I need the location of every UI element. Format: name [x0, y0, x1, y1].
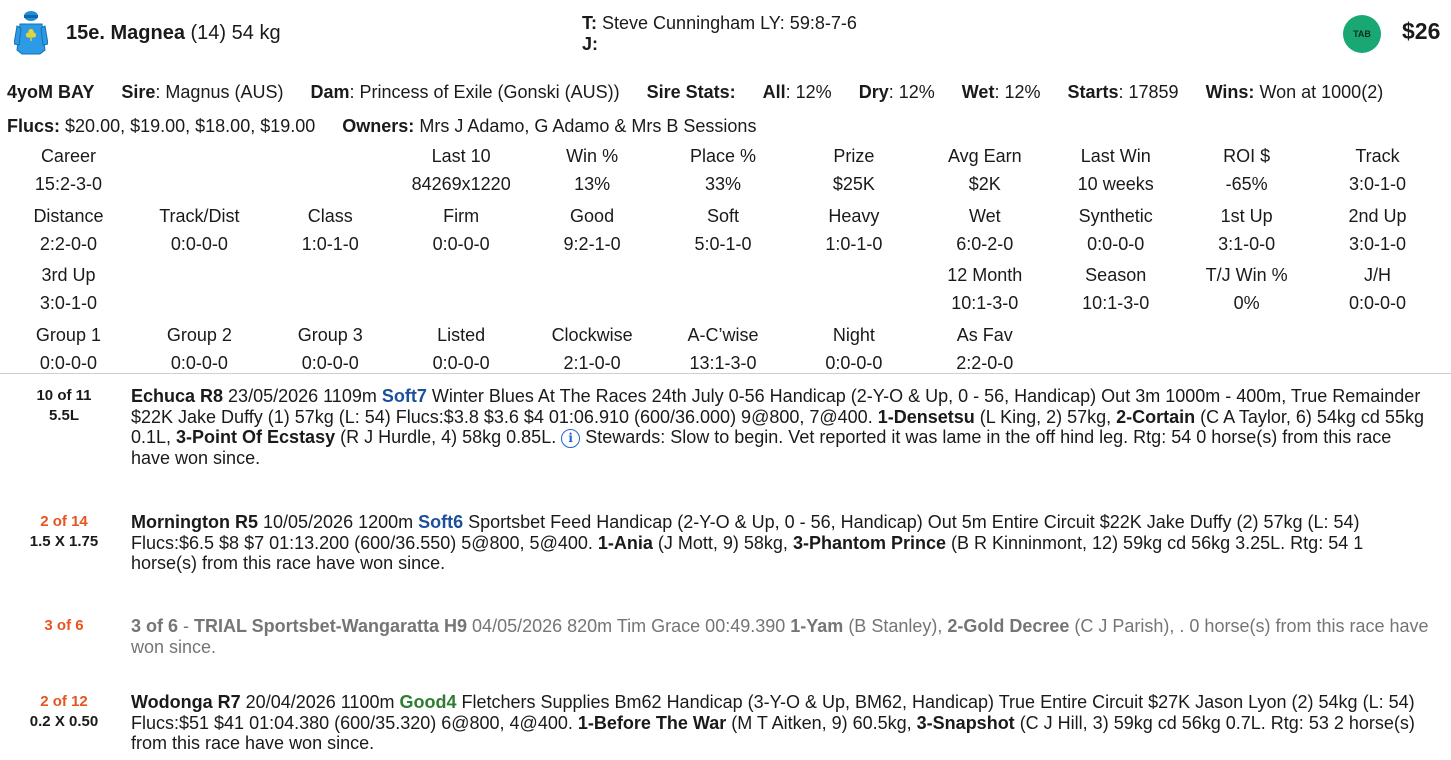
track-condition: Soft7 [381, 386, 427, 406]
trial-name[interactable]: TRIAL Sportsbet-Wangaratta H9 [194, 616, 468, 636]
dam-label: Dam [310, 82, 350, 102]
stat-cell [1050, 321, 1181, 381]
stat-value: 15:2-3-0 [34, 174, 102, 194]
stat-label: Synthetic [1078, 205, 1153, 226]
stat-label: Distance [33, 205, 104, 226]
track-condition: Soft6 [418, 512, 464, 532]
stat-cell [134, 202, 265, 262]
race-track[interactable]: Echuca R8 [131, 386, 224, 406]
stat-value: 0:0-0-0 [39, 352, 97, 373]
stat-label: Season [1085, 265, 1147, 285]
stat-value: 0:0-0-0 [1348, 293, 1407, 313]
stat-value: $25K [832, 174, 875, 194]
runner-header [0, 0, 1451, 64]
stat-label: As Fav [956, 324, 1013, 345]
run-text: (R J Hurdle, 4) 58kg 0.85L. [335, 427, 562, 447]
stat-cell [134, 142, 265, 202]
stat-value: 0:0-0-0 [432, 233, 490, 254]
stat-cell [265, 142, 396, 202]
stat-cell [527, 142, 658, 202]
age-sex-colour: 4yoM BAY [7, 82, 95, 102]
third: 3-Snapshot [916, 712, 1015, 733]
stat-cell [1181, 261, 1312, 321]
stat-cell [265, 202, 396, 262]
stat-label: Last 10 [431, 146, 491, 166]
wins-value: Won at 1000(2) [1259, 82, 1384, 102]
stat-cell [1181, 142, 1312, 202]
stat-value: 33% [704, 174, 741, 194]
run-text: Fletchers Supplies Bm62 Handicap (3-Y-O & Up, BM62, Handicap) True Entire Circuit $27K Jason Lyon (2) 54kg (L: 54) Flucs:$51 $41 01:04.380 (600/35.320) 6@800, 4@400. [131, 692, 1415, 733]
stat-cell [658, 261, 789, 321]
stat-value: 0:0-0-0 [301, 352, 359, 373]
trainer-jockey [582, 13, 857, 55]
stat-value: 0:0-0-0 [170, 352, 228, 373]
stat-cell [134, 261, 265, 321]
stat-label: Wet [968, 205, 1001, 226]
finish-position: 10 of 11 [36, 387, 92, 404]
race-track[interactable]: Mornington R5 [131, 512, 258, 532]
stat-label: 2nd Up [1348, 205, 1407, 226]
winner: 1-Densetsu [877, 406, 975, 427]
run-text: 04/05/2026 820m Tim Grace 00:49.390 [467, 616, 791, 636]
stat-label: 12 Month [947, 265, 1023, 285]
win-price[interactable]: $26 [1402, 18, 1441, 44]
stat-value: 0% [1233, 293, 1260, 313]
second: 2-Cortain [1116, 406, 1196, 427]
owners-value: Mrs J Adamo, G Adamo & Mrs B Sessions [419, 116, 757, 136]
margin: 5.5L [48, 407, 79, 424]
run-text: (B Stanley), [843, 616, 948, 636]
stat-cell [396, 202, 527, 262]
stat-cell [788, 202, 919, 262]
stat-cell [527, 321, 658, 381]
sire-stats-label: Sire Stats: [646, 82, 736, 102]
stats-row [3, 202, 1443, 262]
stat-value: 84269x1220 [411, 174, 511, 194]
divider [0, 373, 1451, 374]
trial-position: 3 of 6 [131, 616, 179, 636]
winner: 1-Before The War [577, 712, 727, 733]
stat-label: 1st Up [1220, 205, 1273, 226]
run-text: (L King, 2) 57kg, [974, 406, 1117, 427]
stat-cell [527, 202, 658, 262]
stat-value: 0:0-0-0 [1087, 233, 1145, 254]
stat-value: 3:0-1-0 [1348, 233, 1407, 254]
stat-cell [1312, 202, 1443, 262]
horse-info [7, 75, 1437, 143]
run-details [131, 616, 1431, 657]
flucs-value: $20.00, $19.00, $18.00, $19.00 [65, 116, 316, 136]
stats-row [3, 321, 1443, 381]
stat-cell [3, 142, 134, 202]
tab-logo-icon[interactable] [1343, 15, 1381, 53]
stat-value: -65% [1225, 174, 1268, 194]
stat-value: 2:1-0-0 [563, 352, 621, 373]
stat-cell [265, 261, 396, 321]
stat-cell [396, 321, 527, 381]
stat-cell [3, 202, 134, 262]
run-text: 23/05/2026 1109m [223, 386, 382, 406]
horse-title[interactable] [66, 22, 281, 45]
track-condition: Good4 [399, 692, 457, 712]
stat-cell [658, 321, 789, 381]
stat-cell [658, 202, 789, 262]
stat-cell [396, 261, 527, 321]
trainer-label: T: [582, 13, 597, 33]
stat-label: Group 1 [35, 324, 101, 345]
stats-row [3, 261, 1443, 321]
run-position [0, 692, 128, 732]
stat-cell [788, 261, 919, 321]
race-track[interactable]: Wodonga R7 [131, 692, 241, 712]
stats-row [3, 142, 1443, 202]
run-text: - [178, 616, 195, 636]
stat-value: 2:2-0-0 [39, 233, 97, 254]
finish-position: 3 of 6 [44, 617, 84, 634]
run-details [131, 512, 1431, 574]
stat-label: Prize [833, 146, 875, 166]
wet-label: Wet [961, 82, 995, 102]
run-text: 10/05/2026 1200m [257, 512, 419, 532]
stat-label: Win % [566, 146, 619, 166]
stat-cell [396, 142, 527, 202]
info-icon[interactable]: i [561, 429, 580, 448]
margin: 0.2 X 0.50 [29, 713, 99, 730]
stat-label: T/J Win % [1205, 265, 1288, 285]
stat-label: Good [570, 205, 615, 226]
run-text: (M T Aitken, 9) 60.5kg, [726, 712, 917, 733]
stat-value: 0:0-0-0 [170, 233, 228, 254]
run-details [131, 692, 1431, 754]
dry-value: : 12% [888, 82, 935, 102]
wins-label: Wins: [1205, 82, 1255, 102]
stat-label: Avg Earn [947, 146, 1022, 166]
winner: 1-Ania [597, 532, 653, 553]
stat-cell [3, 261, 134, 321]
run-text: Sportsbet Feed Handicap (2-Y-O & Up, 0 - 56, Handicap) Out 5m Entire Circuit $22K Jake Duffy (2) 57kg (L: 54) Flucs:$6.5 $8 $7 01:13.200 (600/36.550) 5@800, 5@400. [131, 512, 1360, 553]
stat-value: 5:0-1-0 [694, 233, 752, 254]
stat-value: 3:1-0-0 [1218, 233, 1276, 254]
stat-value: 10:1-3-0 [1082, 293, 1150, 313]
owners-label: Owners: [342, 116, 415, 136]
run-text: 20/04/2026 1100m [240, 692, 400, 712]
stat-label: A-C’wise [687, 324, 759, 345]
starts-label: Starts [1067, 82, 1119, 102]
stat-cell [1312, 142, 1443, 202]
stat-value: 13:1-3-0 [689, 352, 757, 373]
tab-logo-label: TAB [1353, 29, 1371, 39]
run-details [131, 386, 1431, 468]
run-text: Winter Blues At The Races 24th July 0-56 Handicap (2-Y-O & Up, 0 - 56, Handicap) Out 3m 1000m - 400m, True Remainder $22K Jake Duffy (1) 57kg (L: 54) Flucs:$3.8 $3.6 $4 01:06.910 (600/36.000) 9@800, 7@400. [131, 386, 1421, 427]
stat-label: Night [832, 324, 875, 345]
stat-label: ROI $ [1223, 146, 1271, 166]
starts-value: : 17859 [1118, 82, 1179, 102]
run-position [0, 616, 128, 636]
stat-cell [919, 261, 1050, 321]
run-text: (C J Parish), . 0 horse(s) from this race have won since. [131, 616, 1429, 657]
second: 2-Gold Decree [947, 616, 1070, 636]
margin: 1.5 X 1.75 [29, 533, 99, 550]
stat-label: Group 3 [297, 324, 363, 345]
stewards-report: Stewards: Slow to begin. Vet reported it was lame in the off hind leg. Rtg: 54 0 horse(s) from this race have won since. [131, 427, 1392, 468]
stat-value: 1:0-1-0 [301, 233, 359, 254]
third: 3-Point Of Ecstasy [176, 427, 336, 447]
run-text: (B R Kinninmont, 12) 59kg cd 56kg 3.25L. Rtg: 54 1 horse(s) from this race have won since. [131, 532, 1364, 573]
stat-label: Clockwise [551, 324, 633, 345]
stat-value: 2:2-0-0 [956, 352, 1014, 373]
stat-cell [658, 142, 789, 202]
stat-label: 3rd Up [41, 265, 96, 285]
all-value: : 12% [785, 82, 832, 102]
stat-cell [1050, 202, 1181, 262]
jockey-label: J: [582, 34, 599, 54]
stat-cell [1312, 321, 1443, 381]
stat-cell [919, 321, 1050, 381]
stat-label: Track/Dist [159, 205, 240, 226]
stat-label: Group 2 [166, 324, 232, 345]
run-text: (C J Hill, 3) 59kg cd 56kg 0.7L. Rtg: 53 2 horse(s) from this race have won since. [131, 712, 1415, 753]
run-position [0, 386, 128, 426]
winner: 1-Yam [790, 616, 844, 636]
dam-value: : Princess of Exile (Gonski (AUS)) [349, 82, 620, 102]
stat-cell [527, 261, 658, 321]
stat-cell [788, 321, 919, 381]
stat-label: Listed [437, 324, 486, 345]
stats-grid [3, 142, 1443, 380]
horse-name[interactable]: 15e. Magnea [66, 22, 185, 44]
run-position [0, 512, 128, 552]
stat-value: 0:0-0-0 [432, 352, 490, 373]
dry-label: Dry [858, 82, 889, 102]
stat-value: 6:0-2-0 [956, 233, 1014, 254]
stat-label: Place % [689, 146, 756, 166]
stat-label: J/H [1364, 265, 1392, 285]
finish-position: 2 of 14 [40, 513, 88, 530]
stat-value: 13% [574, 174, 611, 194]
stat-label: Firm [443, 205, 480, 226]
third: 3-Phantom Prince [792, 532, 946, 553]
stat-label: Heavy [828, 205, 880, 226]
finish-position: 2 of 12 [40, 693, 88, 710]
stat-cell [3, 321, 134, 381]
barrier: (14) [190, 22, 227, 44]
stat-cell [1050, 142, 1181, 202]
sire-label: Sire [121, 82, 156, 102]
stat-cell [919, 202, 1050, 262]
stat-value: 0:0-0-0 [825, 352, 883, 373]
stat-cell [265, 321, 396, 381]
stat-value: 1:0-1-0 [825, 233, 883, 254]
jockey-silks-icon [14, 10, 48, 56]
stat-value: $2K [968, 174, 1001, 194]
run-text: (C A Taylor, 6) 54kg cd 55kg 0.1L, [131, 406, 1424, 447]
stat-value: 3:0-1-0 [1348, 174, 1407, 194]
stat-label: Last Win [1080, 146, 1151, 166]
stat-cell [919, 142, 1050, 202]
stat-value: 3:0-1-0 [39, 293, 97, 313]
stat-cell [788, 142, 919, 202]
stat-label: Career [40, 146, 96, 166]
stat-cell [1181, 202, 1312, 262]
flucs-label: Flucs: [7, 116, 61, 136]
trainer-value[interactable]: Steve Cunningham LY: 59:8-7-6 [602, 13, 857, 33]
wet-value: : 12% [994, 82, 1041, 102]
stat-label: Track [1355, 146, 1400, 166]
stat-cell [1312, 261, 1443, 321]
weight: 54 kg [231, 22, 281, 44]
stat-cell [1050, 261, 1181, 321]
sire-value: : Magnus (AUS) [155, 82, 284, 102]
all-label: All [762, 82, 786, 102]
stat-cell [134, 321, 265, 381]
stat-cell [1181, 321, 1312, 381]
stat-value: 10 weeks [1077, 174, 1154, 194]
run-text: (J Mott, 9) 58kg, [652, 532, 793, 553]
stat-value: 10:1-3-0 [951, 293, 1019, 313]
stat-label: Class [307, 205, 353, 226]
stat-label: Soft [706, 205, 739, 226]
stat-value: 9:2-1-0 [563, 233, 621, 254]
